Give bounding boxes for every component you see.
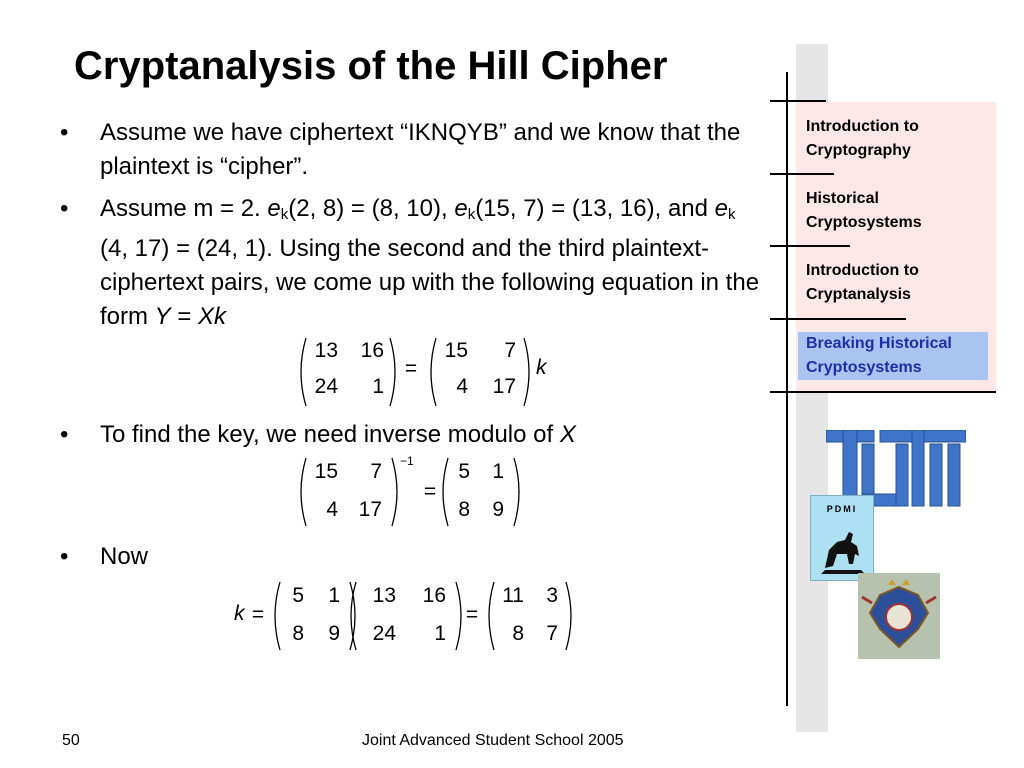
- equals-sign: =: [404, 357, 418, 380]
- math-subscript: k: [280, 206, 289, 223]
- nav-item-line: Cryptosystems: [806, 214, 922, 231]
- matrix-cell: 16: [360, 339, 384, 362]
- nav-item-line: Introduction to: [806, 118, 919, 135]
- footer-text: Joint Advanced Student School 2005: [362, 732, 624, 749]
- vertical-rule: [786, 72, 788, 706]
- bullet-text: [100, 418, 760, 452]
- matrix-cell: 24: [372, 622, 396, 645]
- page-number: 50: [62, 732, 80, 749]
- math-symbol: e: [267, 195, 281, 222]
- nav-item-line: Introduction to: [806, 262, 919, 279]
- matrix-cell: 4: [326, 498, 338, 521]
- text-run: (2, 8) = (8, 10),: [288, 195, 455, 222]
- nav-item-line: Cryptosystems: [806, 359, 922, 376]
- text-run: Assume m = 2.: [100, 195, 268, 222]
- matrix-cell: 1: [372, 375, 384, 398]
- matrix-cell: 13: [372, 584, 396, 607]
- equation-inverse-of-x: [296, 454, 526, 528]
- equals-sign: =: [423, 480, 437, 503]
- nav-item-introduction-to-cryptography[interactable]: [806, 115, 919, 163]
- matrix-cell: 5: [292, 584, 304, 607]
- matrix-cell: 17: [358, 498, 382, 521]
- matrix-cell: 13: [314, 339, 338, 362]
- equation-y-equals-xk: [296, 336, 566, 408]
- nav-divider: [770, 245, 850, 247]
- pdmi-logo: [810, 495, 874, 581]
- matrix-cell: 7: [504, 339, 516, 362]
- bullet-item: [60, 418, 760, 452]
- nav-divider: [770, 318, 906, 320]
- matrix-cell: 8: [292, 622, 304, 645]
- nav-item-line: Breaking Historical: [806, 335, 952, 352]
- matrix-cell: 8: [458, 498, 470, 521]
- text-run: (4, 17) = (24, 1). Using the second and the third plaintext-ciphertext pairs, we come up with the following equation in the form: [100, 235, 760, 330]
- pdmi-logo-text: PDMI: [826, 504, 858, 514]
- matrix-cell: 16: [422, 584, 446, 607]
- matrix-cell: 11: [502, 584, 524, 607]
- text-run: =: [170, 303, 199, 330]
- math-symbol: X: [559, 421, 576, 448]
- bullet-item: [60, 192, 760, 334]
- matrix-cell: 7: [546, 622, 558, 645]
- bullet-text: [100, 192, 760, 334]
- nav-item-line: Cryptanalysis: [806, 286, 911, 303]
- nav-divider: [770, 100, 826, 102]
- matrix-cell: 1: [492, 460, 504, 483]
- inverse-exponent: −1: [400, 454, 414, 468]
- bullet-item: [60, 540, 760, 574]
- math-subscript: k: [728, 206, 736, 223]
- nav-divider: [770, 391, 996, 393]
- text-run: To find the key, we need inverse modulo of: [100, 421, 560, 448]
- nav-item-introduction-to-cryptanalysis[interactable]: [806, 259, 919, 307]
- math-symbol: Y: [154, 303, 171, 330]
- nav-item-breaking-historical-cryptosystems[interactable]: [798, 332, 988, 380]
- bullet-item: [60, 116, 760, 184]
- nav-divider: [770, 173, 834, 175]
- equals-sign: =: [465, 603, 479, 626]
- math-symbol: Xk: [198, 303, 227, 330]
- bullet-marker: •: [60, 119, 69, 146]
- math-subscript: k: [467, 206, 476, 223]
- matrix-cell: 4: [456, 375, 468, 398]
- nav-item-historical-cryptosystems[interactable]: [806, 187, 922, 235]
- matrix-cell: 24: [314, 375, 338, 398]
- matrix-cell: 7: [370, 460, 382, 483]
- equation-k-result: [232, 578, 577, 652]
- nav-item-line: Historical: [806, 190, 879, 207]
- bullet-text: Now: [100, 543, 149, 570]
- bullet-marker: •: [60, 195, 69, 222]
- text-run: (15, 7) = (13, 16), and: [475, 195, 715, 222]
- math-symbol: e: [454, 195, 468, 222]
- bullet-text: Assume we have ciphertext “IKNQYB” and we know that the plaintext is “cipher”.: [100, 119, 741, 180]
- matrix-cell: 3: [546, 584, 558, 607]
- equals-sign: =: [251, 603, 265, 626]
- math-symbol: k: [536, 356, 547, 379]
- math-symbol: k: [234, 602, 245, 625]
- bullet-marker: •: [60, 543, 69, 570]
- crest-logo: [858, 573, 940, 659]
- matrix-cell: 9: [328, 622, 340, 645]
- matrix-cell: 8: [512, 622, 524, 645]
- matrix-cell: 9: [492, 498, 504, 521]
- matrix-cell: 17: [492, 375, 516, 398]
- matrix-cell: 15: [314, 460, 338, 483]
- matrix-cell: 1: [434, 622, 446, 645]
- math-symbol: e: [714, 195, 729, 222]
- nav-item-line: Cryptography: [806, 142, 911, 159]
- slide-title: Cryptanalysis of the Hill Cipher: [74, 44, 668, 88]
- matrix-cell: 5: [458, 460, 470, 483]
- horse-rider-icon: [811, 520, 875, 580]
- matrix-cell: 15: [444, 339, 468, 362]
- bullet-marker: •: [60, 421, 69, 448]
- matrix-cell: 1: [328, 584, 340, 607]
